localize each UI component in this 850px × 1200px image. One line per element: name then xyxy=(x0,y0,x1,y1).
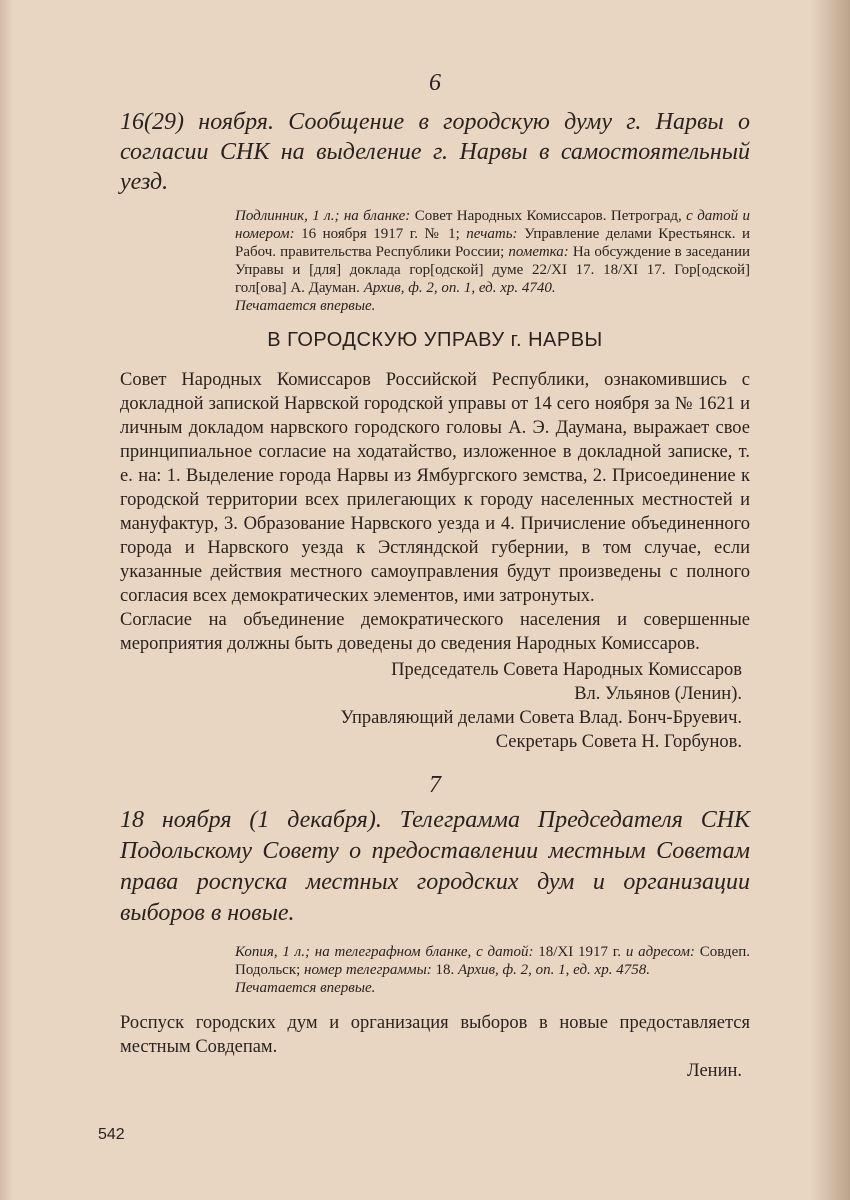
archival-italic-text: с датой и номером: xyxy=(235,208,751,242)
published-note: Печатается впервые. xyxy=(235,980,376,996)
archival-text: На обсуждение в заседании Управы и [для] доклада гор[одской] думе 22/XI 17. 18/XI 17. Гор[одской] гол[ова] А. Дауман. xyxy=(235,244,750,296)
document-number: 7 xyxy=(429,772,441,798)
address-line: В ГОРОДСКУЮ УПРАВУ г. НАРВЫ xyxy=(267,329,603,351)
archival-italic-text: номер телеграммы: xyxy=(304,962,436,978)
document-heading: 16(29) ноября. Сообщение в городскую думу г. Нарвы о согласии СНК на выделение г. Нарвы в самостоятельный уезд. xyxy=(120,109,750,195)
archival-text: 16 ноября 1917 г. № 1; xyxy=(301,226,467,242)
archival-text: Управление делами Крестьянск. и Рабоч. правительства Республики России; xyxy=(235,226,750,260)
archival-italic-text: Архив, ф. 2, оп. 1, ед. хр. 4740. xyxy=(363,280,556,296)
archival-italic-text: Архив, ф. 2, оп. 1, ед. хр. 4758. xyxy=(457,962,650,978)
archival-text: 18. xyxy=(435,962,458,978)
body-paragraph-text: Согласие на объединение демократического населения и совершенные мероприятия должны быть доведены до сведения Народных Комиссаров. xyxy=(120,610,750,654)
body-paragraph-text: Совет Народных Комиссаров Российской Республики, ознакомившись с докладной запиской Нарвской городской управы от 14 сего ноября за № 1621 и личным докладом нарвского городского головы А. Э. Даумана, выражает свое принципиальное согласие на ходатайство, изложенное в докладной записке, т. е. на: 1. Выделение города Нарвы из Ямбургского земства, 2. Присоединение к городской территории всех прилегающих к городу населенных местностей и мануфактур, 3. Образование Нарвского уезда и 4. Причисление объединенного города и Нарвского уезда к Эстляндской губернии, в том случае, если указанные действия местного самоуправления будут произведены с полного согласия всех демократических элементов, ими затронутых. xyxy=(120,370,750,606)
body-paragraph xyxy=(120,1011,750,1059)
archival-text: 18/XI 1917 г. xyxy=(538,944,626,960)
archival-note xyxy=(235,207,750,315)
archival-italic-text: Копия, 1 л.; на телеграфном бланке, с датой: xyxy=(235,944,539,960)
signature-line: Председатель Совета Народных Комиссаров xyxy=(391,660,742,680)
page-number: 542 xyxy=(98,1126,125,1143)
body-paragraph xyxy=(120,368,750,608)
signature-line: Вл. Ульянов (Ленин). xyxy=(574,684,742,704)
signature-line: Секретарь Совета Н. Горбунов. xyxy=(495,732,742,752)
archival-text: Совет Народных Комиссаров. xyxy=(414,208,607,224)
archival-description xyxy=(235,207,750,297)
body-paragraph xyxy=(120,608,750,656)
signature-line: Управляющий делами Совета Влад. Бонч-Бруевич. xyxy=(340,708,742,728)
archival-note xyxy=(235,943,750,997)
archival-italic-text: пометка: xyxy=(508,244,573,260)
body-paragraph-text: Роспуск городских дум и организация выборов в новые предоставляется местным Совдепам. xyxy=(120,1013,750,1057)
page-edge-shadow-left xyxy=(0,0,14,1200)
signature-line: Ленин. xyxy=(687,1061,742,1081)
published-note: Печатается впервые. xyxy=(235,298,376,314)
archival-description xyxy=(235,943,750,979)
archival-text: Совдеп. Подольск; xyxy=(235,944,750,978)
page-edge-shadow-right xyxy=(810,0,850,1200)
archival-text: Петроград, xyxy=(610,208,687,224)
signature-block xyxy=(120,658,750,754)
archival-italic-text: печать: xyxy=(466,226,518,242)
page-content xyxy=(120,70,750,1083)
archival-italic-text: Подлинник, 1 л.; на бланке: xyxy=(235,208,415,224)
document-heading: 18 ноября (1 декабря). Телеграмма Председателя СНК Подольскому Совету о предоставлении местным Советам права роспуска местных городских дум и организации выборов в новые. xyxy=(120,807,750,926)
archival-italic-text: и адресом: xyxy=(625,944,700,960)
document-number: 6 xyxy=(429,70,441,96)
